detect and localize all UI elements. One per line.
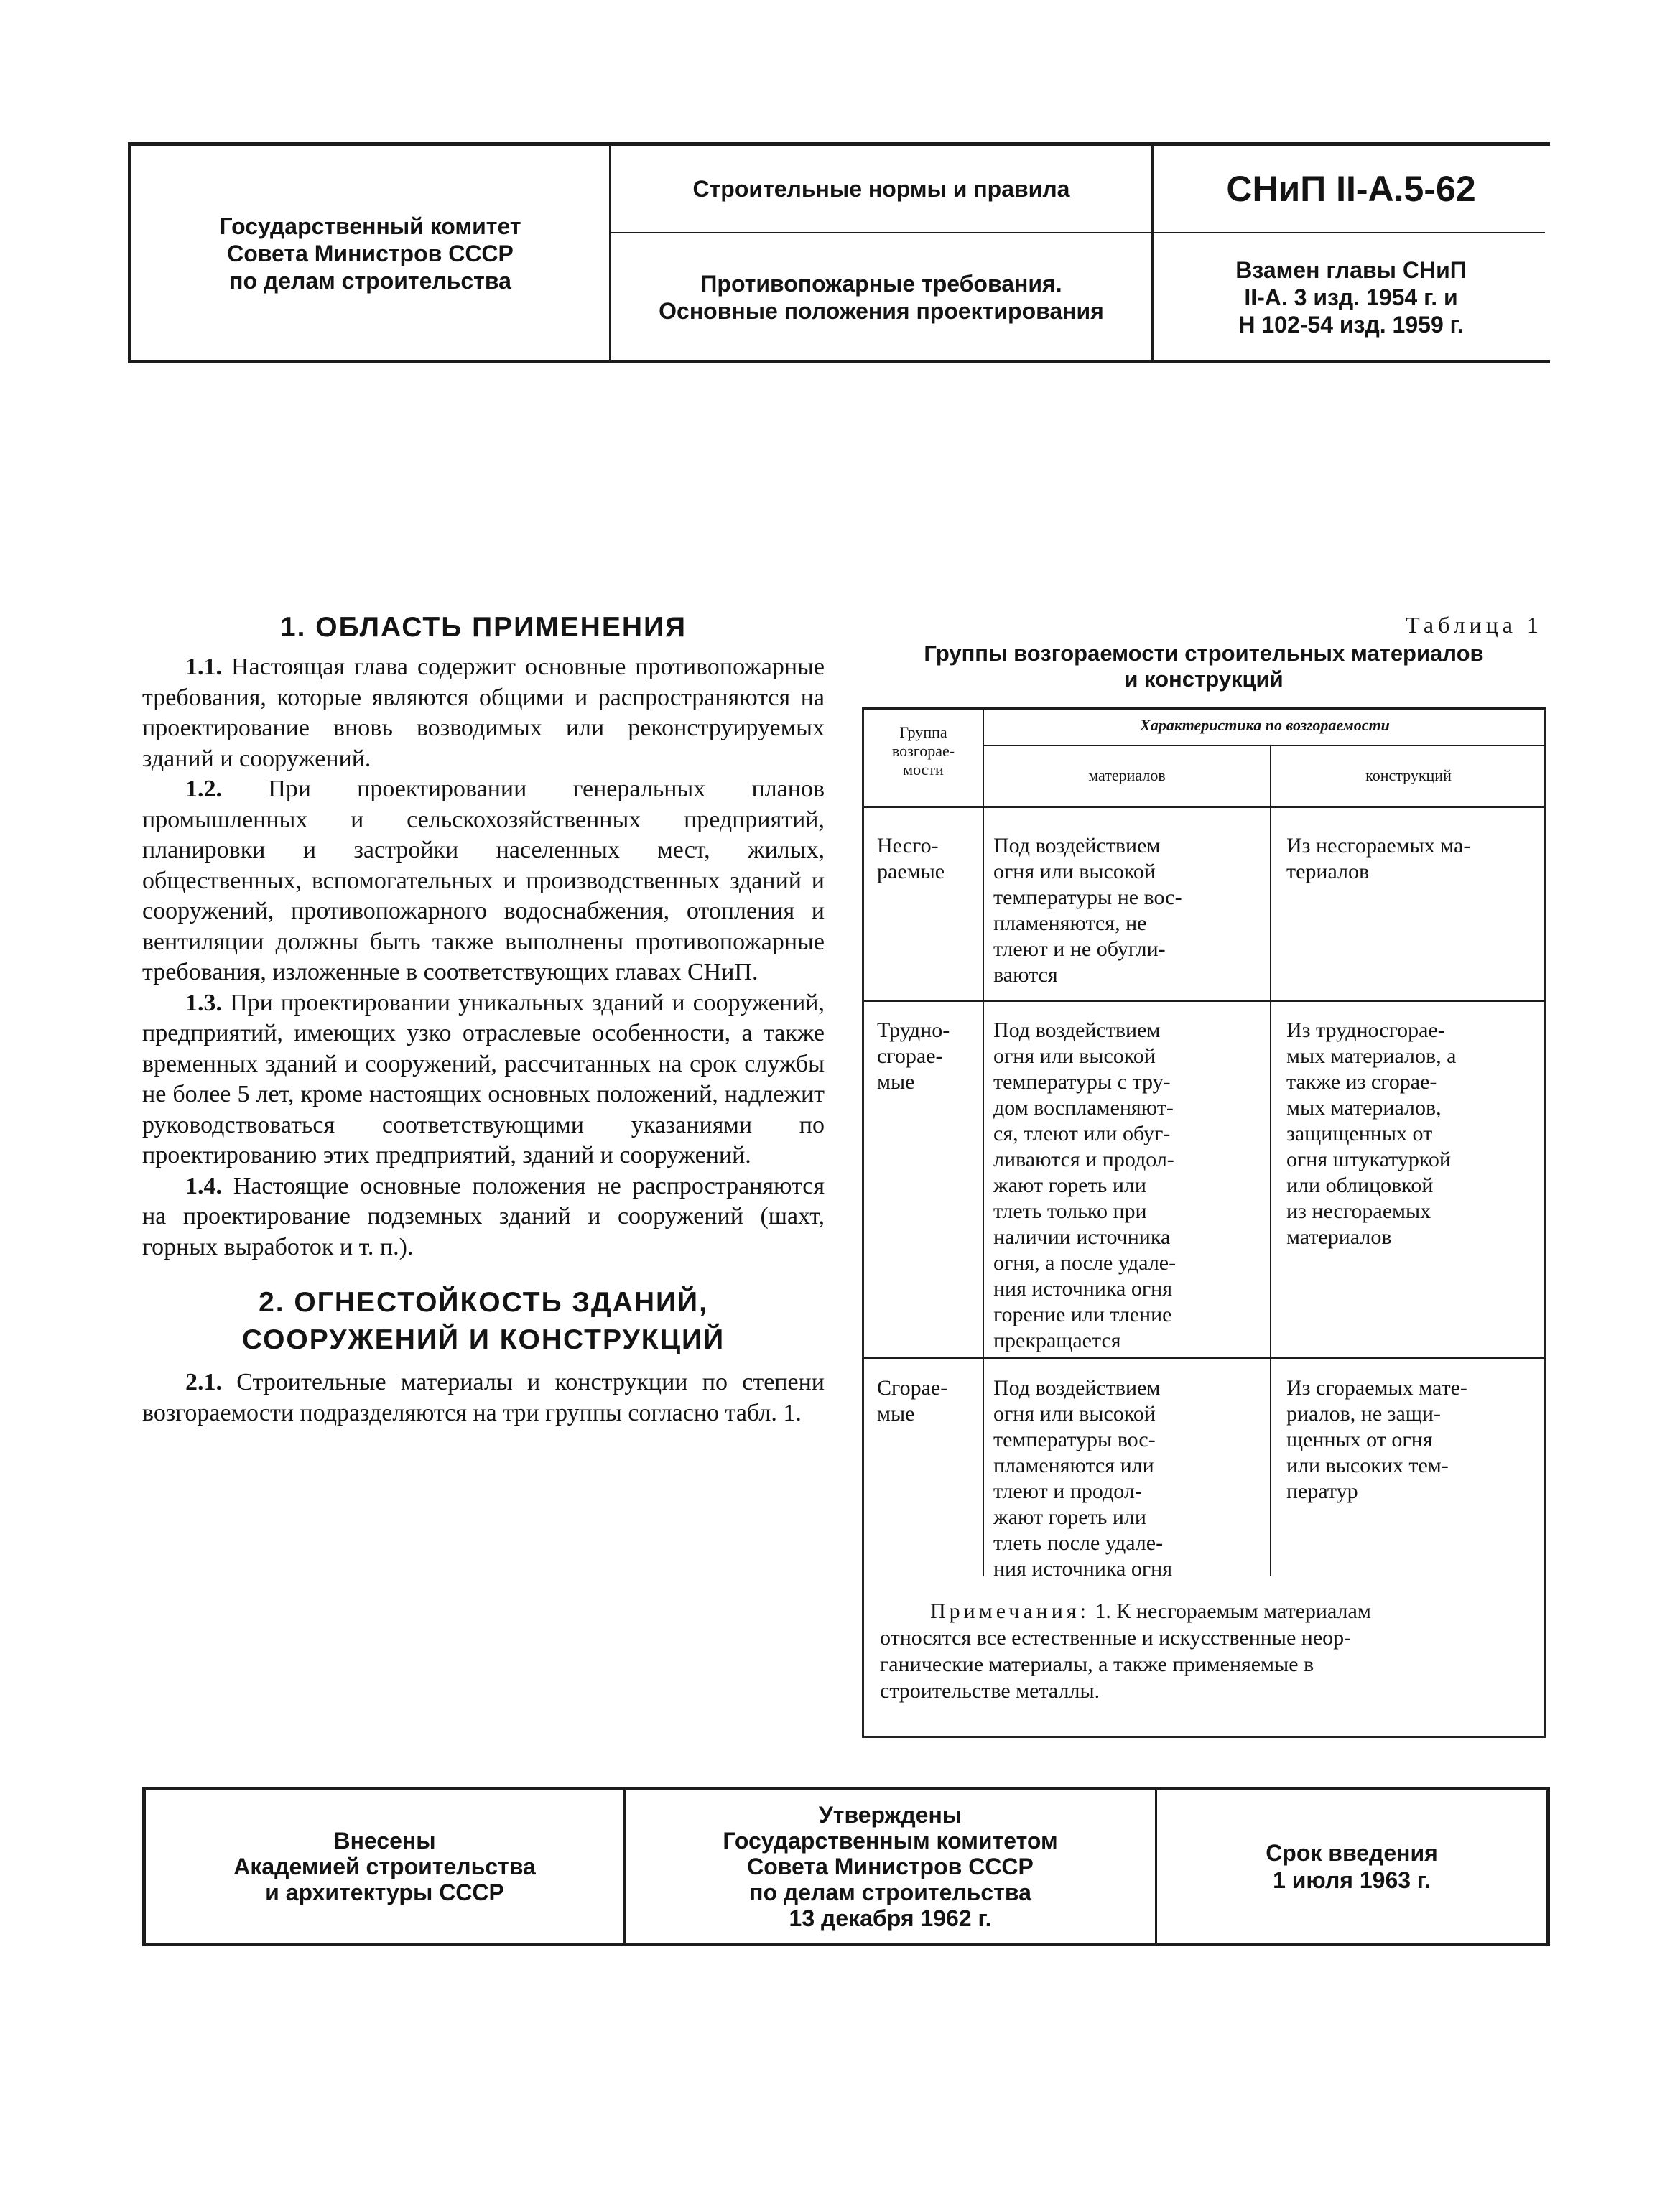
footer-approved <box>626 1790 1155 1943</box>
cell-line: огня, а после удале- <box>993 1251 1177 1275</box>
replaces-note <box>1154 233 1549 361</box>
row-2-constructions <box>1286 1018 1538 1250</box>
paragraph-text: При проектировании уникальных зданий и сооружений, предприятий, имеющих узко отраслевые особенности, а также временных зданий и сооружений, рассчитанных на срок службы не более 5 лет, кроме настоящих основных положений, надлежит руководствоваться соответствующими указаниями по проектированию этих предприятий, зданий и сооружений. <box>142 989 825 1168</box>
cell-line: защищенных от <box>1286 1122 1433 1145</box>
row-1-constructions <box>1286 833 1538 885</box>
row-3-materials <box>993 1375 1259 1582</box>
paragraph-number: 1.4. <box>185 1172 222 1199</box>
note-line: относятся все естественные и искусственные неор- <box>880 1626 1352 1650</box>
cell-line: огня или высокой <box>993 1044 1156 1068</box>
footer-line: 1 июля 1963 г. <box>1273 1867 1431 1893</box>
row-3-group <box>877 1375 978 1427</box>
committee-line: Совета Министров СССР <box>227 241 514 266</box>
footer-effective <box>1157 1790 1546 1943</box>
footer-line: Государственным комитетом <box>723 1828 1058 1854</box>
note-line: 1. К несгораемым материалам <box>1095 1599 1371 1623</box>
paragraph-number: 1.3. <box>185 989 222 1016</box>
committee-name <box>131 146 609 361</box>
committee-line: по делам строительства <box>229 268 511 294</box>
paragraph-1-4 <box>142 1171 825 1263</box>
paragraph-text: При проектировании генеральных планов промышленных и сельскохозяйственных предприятий, планировки и застройки населенных мест, жилых, общественных, вспомогательных и производственных зданий и сооружений, противопожарного водоснабжения, отопления и вентиляции должны быть также выполнены противопожарные требования, изложенные в соответствующих главах СНиП. <box>142 776 825 985</box>
cell-line: огня штукатуркой <box>1286 1148 1451 1171</box>
document-code <box>1154 146 1549 232</box>
footer-line: Срок введения <box>1266 1840 1438 1866</box>
cell-line: также из сгорае- <box>1286 1070 1437 1094</box>
paragraph-1-3 <box>142 988 825 1171</box>
left-column <box>142 609 825 1428</box>
cell-line: ся, тлеют или обуг- <box>993 1122 1171 1145</box>
cell-line: прекращается <box>993 1329 1121 1352</box>
row-2-group <box>877 1018 978 1095</box>
cell-line: риалов, не защи- <box>1286 1402 1441 1426</box>
cell-line: щенных от огня <box>1286 1428 1433 1451</box>
col-header-text: Характеристика по возгораемости <box>1140 716 1390 734</box>
cell-line: Из сгораемых мате- <box>1286 1376 1467 1400</box>
footer-box <box>142 1787 1550 1946</box>
cell-line: горение или тление <box>993 1303 1172 1326</box>
col-header-line: Группа <box>899 723 947 741</box>
paragraph-text: Настоящая глава содержит основные противопожарные требования, которые являются общими и распространяются на проектирование вновь возводимых или реконструируемых зданий и сооружений. <box>142 654 825 772</box>
replaces-line: Взамен главы СНиП <box>1235 257 1467 283</box>
replaces-line: Н 102-54 изд. 1959 г. <box>1238 312 1464 338</box>
cell-line: сгорае- <box>877 1044 943 1068</box>
section2-title-line: СООРУЖЕНИЙ И КОНСТРУКЦИЙ <box>241 1324 725 1355</box>
document-code-text: СНиП II-А.5-62 <box>1226 169 1476 209</box>
col-header-characteristic <box>984 716 1546 735</box>
table-title <box>862 641 1546 692</box>
paragraph-1-2 <box>142 774 825 988</box>
col-header-constructions <box>1271 766 1546 785</box>
cell-line: Сгорае- <box>877 1376 948 1400</box>
note-line: ганические материалы, а также применяемые в <box>880 1653 1314 1676</box>
cell-line: тлеют и не обугли- <box>993 937 1166 961</box>
cell-line: териалов <box>1286 860 1370 883</box>
cell-line: пламеняются или <box>993 1454 1154 1477</box>
table-title-line: и конструкций <box>1124 666 1284 692</box>
cell-line: температуры с тру- <box>993 1070 1171 1094</box>
footer-line: Внесены <box>333 1828 436 1854</box>
cell-line: Из несгораемых ма- <box>1286 834 1471 858</box>
cell-line: тлеть после удале- <box>993 1531 1164 1555</box>
header-box <box>128 142 1550 363</box>
cell-line: ния источника огня <box>993 1277 1173 1301</box>
committee-line: Государственный комитет <box>219 213 521 239</box>
col-header-text: конструкций <box>1365 766 1452 784</box>
paragraph-number: 2.1. <box>185 1369 222 1395</box>
cell-line: мые <box>877 1402 915 1426</box>
cell-line: или облицовкой <box>1286 1173 1434 1197</box>
col-header-line: возгорае- <box>891 742 955 760</box>
cell-line: ваются <box>993 963 1058 987</box>
cell-line: ния источника огня <box>993 1557 1173 1581</box>
cell-line: раемые <box>877 860 945 883</box>
flammability-table <box>862 707 1546 1738</box>
norms-label-text: Строительные нормы и правила <box>692 175 1070 202</box>
paragraph-1-1 <box>142 652 825 774</box>
cell-line: дом воспламеняют- <box>993 1096 1174 1120</box>
cell-line: ливаются и продол- <box>993 1148 1174 1171</box>
cell-line: тлеют и продол- <box>993 1479 1142 1503</box>
subject-line: Противопожарные требования. <box>700 271 1062 297</box>
footer-line: Утверждены <box>818 1802 962 1828</box>
row-1-materials <box>993 833 1259 988</box>
subject-line: Основные положения проектирования <box>659 298 1104 324</box>
row-2-materials <box>993 1018 1259 1354</box>
paragraph-text: Настоящие основные положения не распространяются на проектирование подземных зданий и сооружений (шахт, горных выработок и т. п.). <box>142 1172 825 1260</box>
cell-line: Под воздействием <box>993 1018 1161 1042</box>
section1-title: 1. ОБЛАСТЬ ПРИМЕНЕНИЯ <box>279 612 687 643</box>
section2-title <box>142 1284 825 1359</box>
footer-line: по делам строительства <box>749 1879 1031 1905</box>
cell-line: мых материалов, <box>1286 1096 1442 1120</box>
col-header-group <box>864 723 983 779</box>
col-header-materials <box>984 766 1270 785</box>
footer-line: 13 декабря 1962 г. <box>789 1905 992 1931</box>
cell-line: огня или высокой <box>993 860 1156 883</box>
cell-line: жают гореть или <box>993 1173 1146 1197</box>
paragraph-2-1 <box>142 1367 825 1428</box>
table-title-line: Группы возгораемости строительных материалов <box>924 641 1484 666</box>
cell-line: Из трудносгорае- <box>1286 1018 1445 1042</box>
document-subject <box>611 233 1151 361</box>
row-3-constructions <box>1286 1375 1538 1505</box>
cell-line: материалов <box>1286 1225 1392 1249</box>
footer-line: Совета Министров СССР <box>747 1854 1034 1879</box>
cell-line: температуры вос- <box>993 1428 1156 1451</box>
paragraph-text: Строительные материалы и конструкции по степени возгораемости подразделяются на три группы согласно табл. 1. <box>142 1369 825 1426</box>
row-1-group <box>877 833 978 885</box>
col-header-text: материалов <box>1088 766 1166 784</box>
replaces-line: II-А. 3 изд. 1954 г. и <box>1244 284 1458 310</box>
cell-line: мые <box>877 1070 915 1094</box>
cell-line: ператур <box>1286 1479 1358 1503</box>
col-header-line: мости <box>903 761 944 779</box>
cell-line: пламеняются, не <box>993 911 1147 935</box>
paragraph-number: 1.2. <box>185 776 222 802</box>
note-line: строительстве металлы. <box>880 1679 1100 1703</box>
cell-line: Под воздействием <box>993 834 1161 858</box>
footer-line: и архитектуры СССР <box>265 1879 504 1905</box>
cell-line: наличии источника <box>993 1225 1171 1249</box>
table-label: Таблица 1 <box>1406 612 1543 638</box>
table-notes <box>880 1598 1533 1704</box>
cell-line: огня или высокой <box>993 1402 1156 1426</box>
cell-line: тлеть только при <box>993 1199 1147 1223</box>
cell-line: из несгораемых <box>1286 1199 1431 1223</box>
cell-line: Несго- <box>877 834 939 858</box>
norms-label <box>611 146 1151 232</box>
paragraph-number: 1.1. <box>185 654 222 680</box>
footer-line: Академией строительства <box>233 1854 536 1879</box>
section2-title-line: 2. ОГНЕСТОЙКОСТЬ ЗДАНИЙ, <box>259 1287 708 1318</box>
cell-line: Трудно- <box>877 1018 950 1042</box>
cell-line: температуры не вос- <box>993 886 1182 909</box>
cell-line: мых материалов, а <box>1286 1044 1457 1068</box>
footer-introduced <box>146 1790 623 1943</box>
cell-line: жают гореть или <box>993 1505 1146 1529</box>
cell-line: Под воздействием <box>993 1376 1161 1400</box>
notes-label: Примечания: <box>930 1599 1090 1623</box>
cell-line: или высоких тем- <box>1286 1454 1449 1477</box>
